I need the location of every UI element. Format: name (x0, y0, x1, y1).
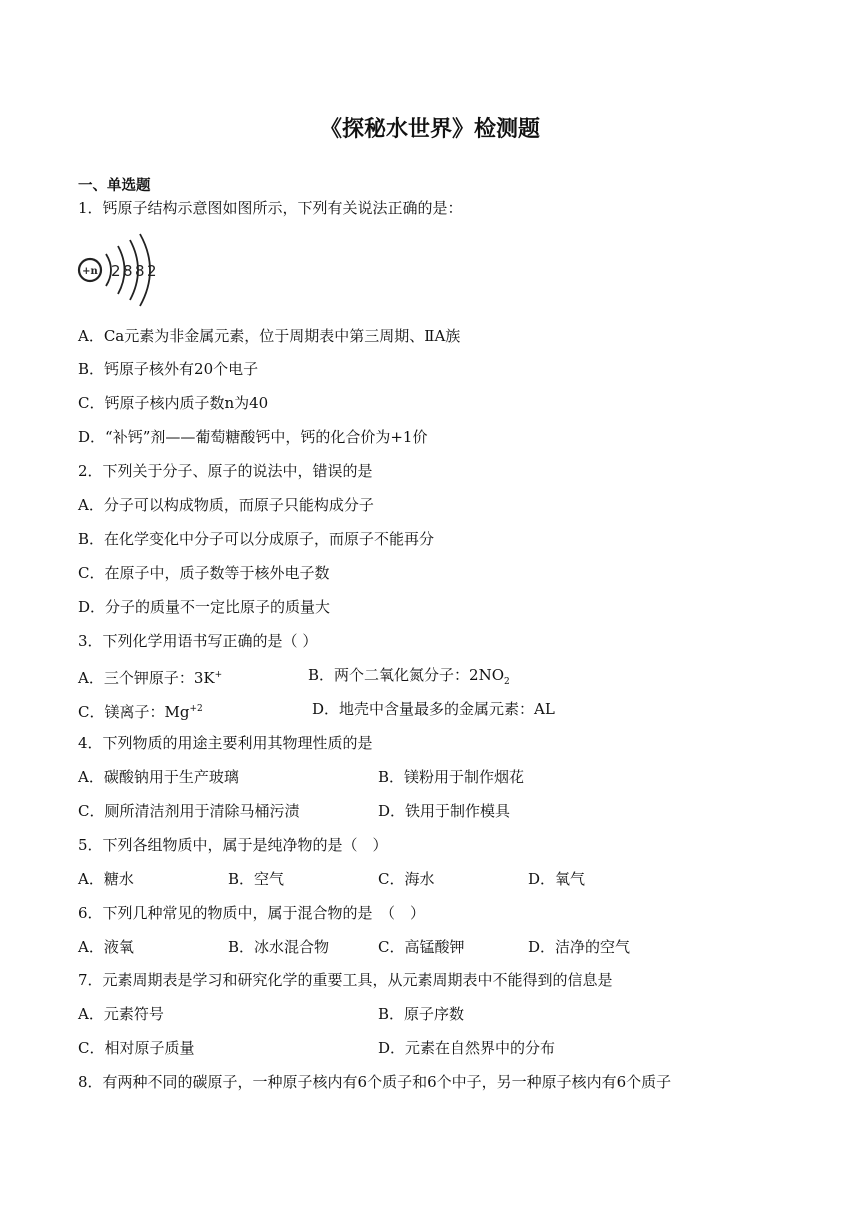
question-5-stem: 5．下列各组物质中，属于是纯净物的是（ ） (78, 836, 388, 854)
question-6-option-b: B．冰水混合物 (228, 938, 330, 956)
question-1-option-a: A．Ca元素为非金属元素，位于周期表中第三周期、ⅡA族 (78, 327, 461, 345)
nucleus-label: +n (82, 266, 98, 277)
question-7-stem: 7．元素周期表是学习和研究化学的重要工具，从元素周期表中不能得到的信息是 (78, 971, 613, 989)
question-2-stem: 2．下列关于分子、原子的说法中，错误的是 (78, 462, 373, 480)
question-1-option-d: D．“补钙”剂——葡萄糖酸钙中，钙的化合价为+1价 (78, 428, 428, 446)
question-4-option-d: D．铁用于制作模具 (378, 802, 511, 820)
question-5-option-d: D．氧气 (528, 870, 586, 888)
question-5-option-b: B．空气 (228, 870, 285, 888)
question-1-option-b: B．钙原子核外有20个电子 (78, 360, 259, 378)
section-heading: 一、单选题 (78, 178, 151, 194)
question-1-stem: 1．钙原子结构示意图如图所示，下列有关说法正确的是： (78, 199, 463, 217)
question-6-option-c: C．高锰酸钾 (378, 938, 465, 956)
question-5-option-c: C．海水 (378, 870, 435, 888)
page-title: 《探秘水世界》检测题 (319, 117, 540, 142)
question-2-option-a: A．分子可以构成物质，而原子只能构成分子 (78, 496, 374, 514)
question-7-option-d: D．元素在自然界中的分布 (378, 1039, 556, 1057)
shell-2-electrons: 8 (123, 262, 133, 280)
question-4-option-b: B．镁粉用于制作烟花 (378, 768, 525, 786)
question-5-option-a: A．糖水 (78, 870, 134, 888)
question-6-stem: 6．下列几种常见的物质中，属于混合物的是 （ ） (78, 904, 426, 922)
question-1-option-c: C．钙原子核内质子数n为40 (78, 394, 269, 412)
question-3-option-d: D．地壳中含量最多的金属元素：AL (312, 700, 555, 718)
calcium-atom-structure-diagram (76, 232, 162, 308)
shell-3-electrons: 8 (135, 262, 145, 280)
question-2-option-b: B．在化学变化中分子可以分成原子，而原子不能再分 (78, 530, 435, 548)
question-3-option-a: A．三个钾原子：3K+ (78, 669, 223, 687)
shell-4-electrons: 2 (147, 262, 157, 280)
question-4-stem: 4．下列物质的用途主要利用其物理性质的是 (78, 734, 373, 752)
question-6-option-d: D．洁净的空气 (528, 938, 631, 956)
question-3-stem: 3．下列化学用语书写正确的是（ ） (78, 632, 318, 650)
question-7-option-b: B．原子序数 (378, 1005, 465, 1023)
question-2-option-c: C．在原子中，质子数等于核外电子数 (78, 564, 330, 582)
question-8-stem: 8．有两种不同的碳原子，一种原子核内有6个质子和6个中子，另一种原子核内有6个质子 (78, 1073, 672, 1091)
question-6-option-a: A．液氧 (78, 938, 134, 956)
question-7-option-a: A．元素符号 (78, 1005, 164, 1023)
question-2-option-d: D．分子的质量不一定比原子的质量大 (78, 598, 331, 616)
shell-1-electrons: 2 (111, 262, 121, 280)
question-4-option-a: A．碳酸钠用于生产玻璃 (78, 768, 239, 786)
question-3-option-c: C．镁离子：$Mg^{+2}$ (78, 703, 203, 721)
question-3-option-b: B．两个二氧化氮分子：$2NO_2$ (308, 666, 510, 687)
question-4-option-c: C．厕所清洁剂用于清除马桶污渍 (78, 802, 300, 820)
question-7-option-c: C．相对原子质量 (78, 1039, 195, 1057)
